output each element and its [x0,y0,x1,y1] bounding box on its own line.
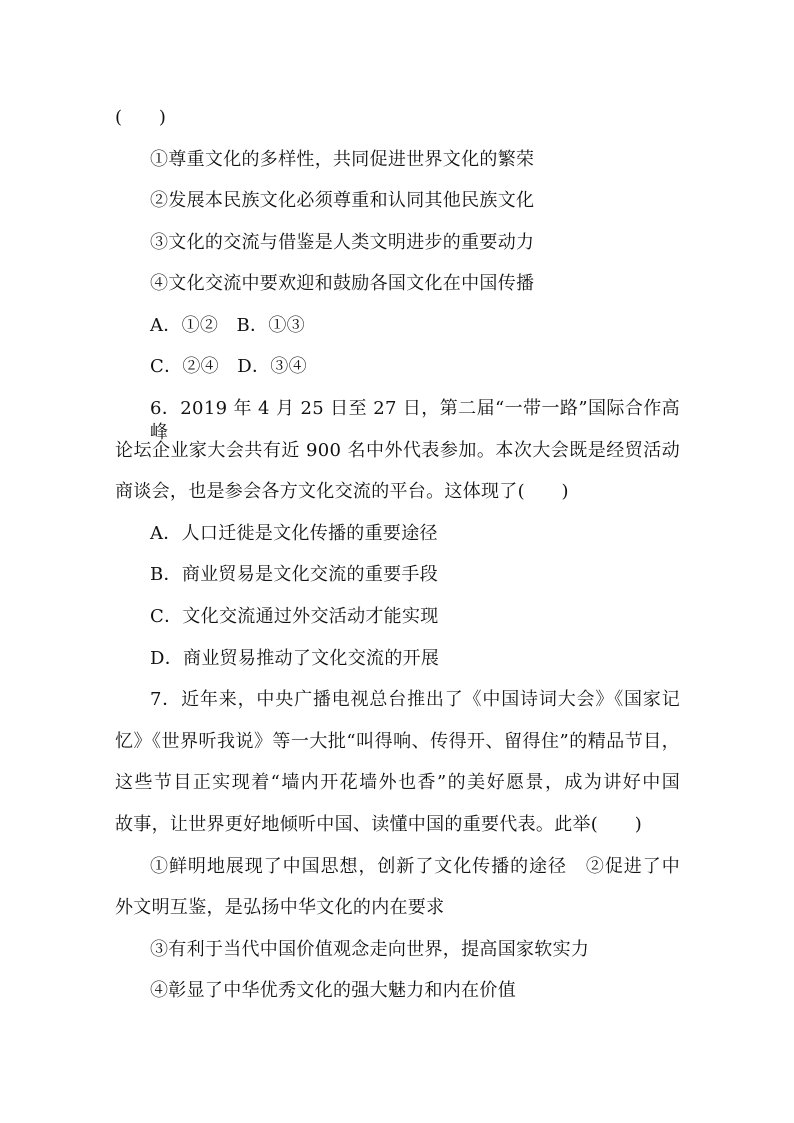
answer-bracket-q5: ( ) [115,107,167,128]
question-7-line-4: 故事，让世界更好地倾听中国、读懂中国的重要代表。此举( ) [115,814,643,835]
question-6-line-1: 6．2019 年 4 月 25 日至 27 日，第二届“一带一路”国际合作高峰 [150,398,680,443]
question-7-line-2: 忆》《世界听我说》等一大批“叫得响、传得开、留得住”的精品节目， [115,731,680,752]
question-7-statement-3: ③有利于当代中国价值观念走向世界，提高国家软实力 [150,939,590,960]
question-6-choice-c: C．文化交流通过外交活动才能实现 [150,606,439,627]
option-statement-2: ②发展本民族文化必须尊重和认同其他民族文化 [150,190,535,211]
option-statement-3: ③文化的交流与借鉴是人类文明进步的重要动力 [150,232,535,253]
question-6-choice-a: A．人口迁徙是文化传播的重要途径 [150,523,438,544]
question-7-statement-4: ④彰显了中华优秀文化的强大魅力和内在价值 [150,980,516,1001]
answer-choices-cd: C．②④ D．③④ [150,356,307,377]
question-6-choice-b: B．商业贸易是文化交流的重要手段 [150,564,439,585]
question-6-choice-d: D．商业贸易推动了文化交流的开展 [150,648,440,669]
option-statement-1: ①尊重文化的多样性，共同促进世界文化的繁荣 [150,149,535,170]
option-statement-4: ④文化交流中要欢迎和鼓励各国文化在中国传播 [150,273,535,294]
question-7-line-3: 这些节目正实现着“墙内开花墙外也香”的美好愿景，成为讲好中国 [115,772,680,793]
question-6-line-3: 商谈会，也是参会各方文化交流的平台。这体现了( ) [115,481,569,502]
question-7-line-1: 7．近年来，中央广播电视总台推出了《中国诗词大会》《国家记 [150,689,680,710]
question-6-line-2: 论坛企业家大会共有近 900 名中外代表参加。本次大会既是经贸活动 [115,440,680,461]
answer-choices-ab: A．①② B．①③ [150,315,305,336]
question-7-statement-2-cont: 外文明互鉴，是弘扬中华文化的内在要求 [115,897,445,918]
question-7-statement-1-2: ①鲜明地展现了中国思想，创新了文化传播的途径 ②促进了中 [150,856,680,877]
